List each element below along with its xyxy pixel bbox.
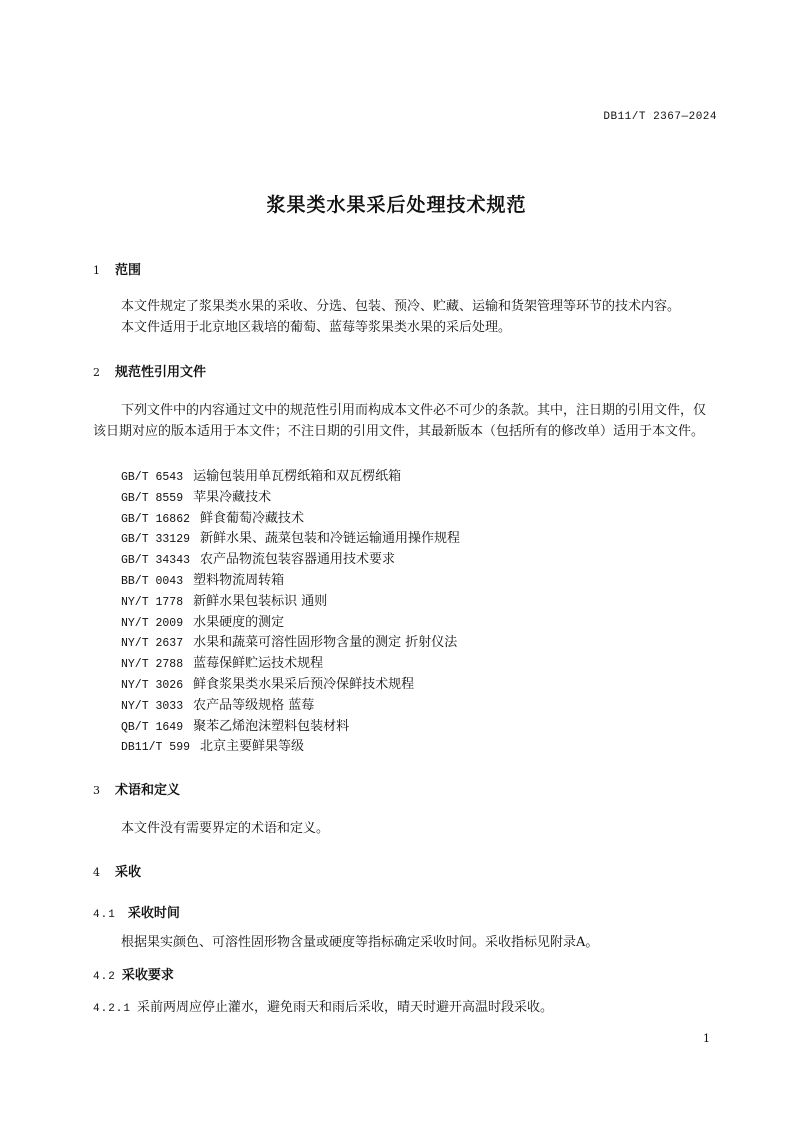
document-number: DB11/T 2367—2024 <box>603 111 717 123</box>
section-2-intro: 下列文件中的内容通过文中的规范性引用而构成本文件必不可少的条款。其中，注日期的引用文件，仅该日期对应的版本适用于本文件；不注日期的引用文件，其最新版本（包括所有的修改单）适用于本文件。 <box>93 403 707 439</box>
reference-code: GB/T 6543 <box>121 471 184 484</box>
reference-list <box>121 467 460 758</box>
reference-title: 聚苯乙烯泡沫塑料包装材料 <box>193 718 350 734</box>
subsection-4-2-heading <box>93 964 174 983</box>
reference-item <box>121 509 460 530</box>
reference-code: BB/T 0043 <box>121 574 184 588</box>
reference-code: GB/T 34343 <box>121 554 191 568</box>
section-1-heading <box>93 259 141 278</box>
subsection-4-1-heading <box>93 902 180 921</box>
reference-code: DB11/T 599 <box>121 741 191 755</box>
page-title: 浆果类水果采后处理技术规范 <box>266 194 527 216</box>
page-number: 1 <box>703 1032 710 1045</box>
reference-code: NY/T 1778 <box>121 595 184 609</box>
reference-title: 塑料物流周转箱 <box>193 572 285 588</box>
section-1-paragraph-2: 本文件适用于北京地区栽培的葡萄、蓝莓等浆果类水果的采后处理。 <box>121 320 512 335</box>
section-title: 规范性引用文件 <box>115 365 207 380</box>
reference-item <box>121 467 460 488</box>
reference-item <box>121 633 460 654</box>
reference-title: 新鲜水果包装标识 通则 <box>193 593 328 609</box>
reference-title: 新鲜水果、蔬菜包装和冷链运输通用操作规程 <box>200 531 461 547</box>
reference-code: GB/T 33129 <box>121 533 191 547</box>
reference-title: 农产品等级规格 蓝莓 <box>193 697 315 713</box>
reference-item <box>121 717 460 738</box>
subsection-number: 4.2 <box>93 971 116 983</box>
reference-item <box>121 696 460 717</box>
reference-item <box>121 654 460 675</box>
reference-code: NY/T 2788 <box>121 658 184 672</box>
section-title: 术语和定义 <box>115 783 181 798</box>
clause-number: 4.2.1 <box>93 1003 132 1015</box>
reference-code: NY/T 2637 <box>121 637 184 651</box>
section-number: 1 <box>93 264 100 277</box>
reference-item <box>121 737 460 758</box>
reference-code: QB/T 1649 <box>121 720 184 734</box>
reference-code: NY/T 3033 <box>121 699 184 713</box>
clause-4-2-1 <box>93 996 553 1015</box>
subsection-number: 4.1 <box>93 909 116 921</box>
reference-title: 水果和蔬菜可溶性固形物含量的测定 折射仪法 <box>193 635 458 651</box>
reference-title: 鲜食葡萄冷藏技术 <box>200 510 305 526</box>
clause-text: 采前两周应停止灌水，避免雨天和雨后采收，晴天时避开高温时段采收。 <box>137 1000 554 1015</box>
reference-title: 苹果冷藏技术 <box>193 489 272 505</box>
section-2-heading <box>93 361 206 380</box>
reference-item <box>121 613 460 634</box>
subsection-title: 采收要求 <box>121 968 174 983</box>
reference-title: 运输包装用单瓦楞纸箱和双瓦楞纸箱 <box>193 469 402 484</box>
reference-item <box>121 675 460 696</box>
reference-title: 蓝莓保鲜贮运技术规程 <box>193 656 324 672</box>
reference-code: GB/T 16862 <box>121 512 191 526</box>
reference-item <box>121 571 460 592</box>
section-1-paragraph-1: 本文件规定了浆果类水果的采收、分选、包装、预冷、贮藏、运输和货架管理等环节的技术内容。 <box>121 299 681 314</box>
section-number: 2 <box>93 366 100 379</box>
reference-item <box>121 592 460 613</box>
section-number: 3 <box>93 784 100 797</box>
section-title: 范围 <box>115 263 142 278</box>
reference-code: GB/T 8559 <box>121 491 184 505</box>
reference-title: 鲜食浆果类水果采后预冷保鲜技术规程 <box>193 676 415 692</box>
section-3-heading <box>93 779 180 798</box>
section-4-heading <box>93 861 141 880</box>
reference-title: 水果硬度的测定 <box>193 614 285 630</box>
reference-item <box>121 488 460 509</box>
subsection-4-1-text: 根据果实颜色、可溶性固形物含量或硬度等指标确定采收时间。采收指标见附录A。 <box>121 935 599 950</box>
section-title: 采收 <box>115 865 142 880</box>
subsection-title: 采收时间 <box>127 906 180 921</box>
reference-code: NY/T 3026 <box>121 678 184 692</box>
reference-title: 农产品物流包装容器通用技术要求 <box>200 552 396 568</box>
section-number: 4 <box>93 866 100 879</box>
reference-code: NY/T 2009 <box>121 616 184 630</box>
section-3-text: 本文件没有需要界定的术语和定义。 <box>121 821 330 836</box>
reference-item <box>121 550 460 571</box>
reference-title: 北京主要鲜果等级 <box>200 739 305 755</box>
reference-item <box>121 529 460 550</box>
